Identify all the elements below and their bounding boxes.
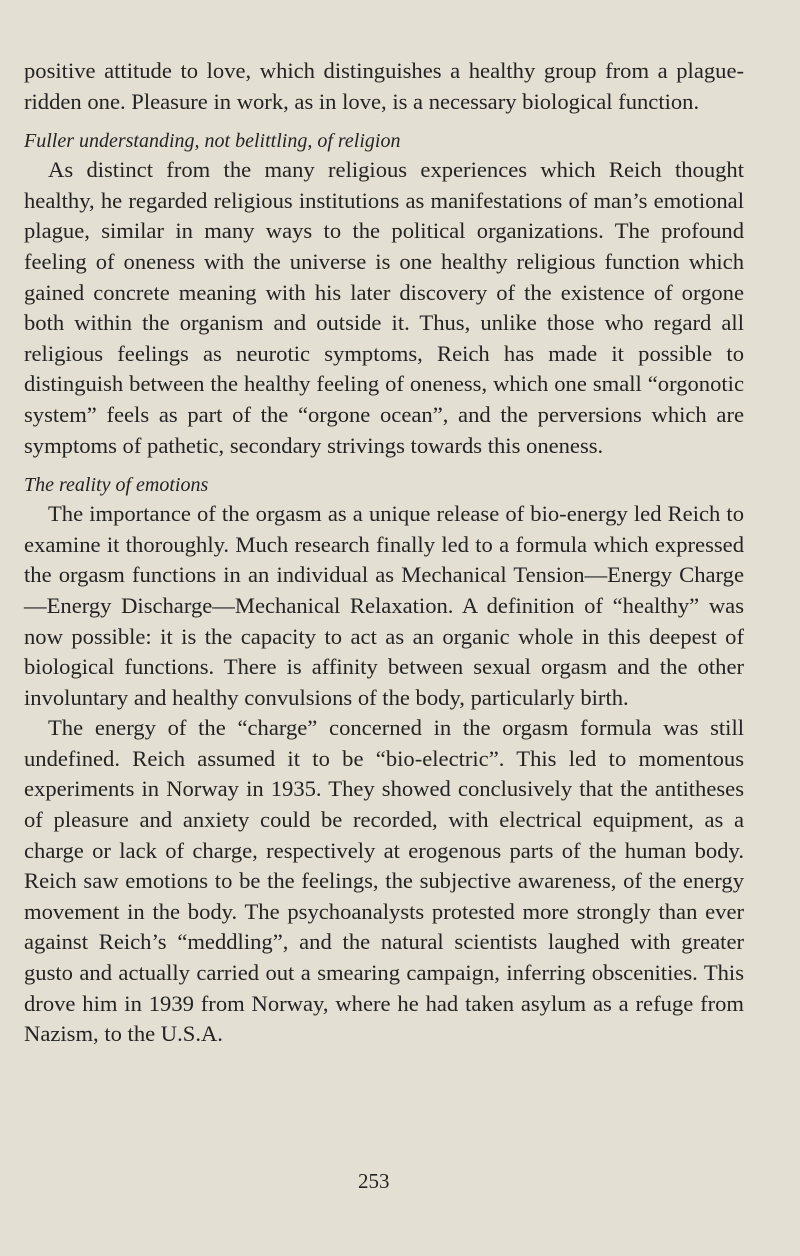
page-text	[24, 56, 744, 1050]
paragraph-continuation: positive attitude to love, which distinguishes a healthy group from a plague-ridden one. Pleasure in work, as in love, is a necessary biological function.	[24, 58, 744, 114]
page-number: 253	[358, 1169, 390, 1193]
paragraph-bio-electric: The energy of the “charge” concerned in the orgasm formula was still undefined. Reich assumed it to be “bio-electric”. This led to momentous experiments in Norway in 1935. They showed conclusively that the antitheses of pleasure and anxiety could be recorded, with electrical equipment, as a charge or lack of charge, respectively at erogenous parts of the human body. Reich saw emotions to be the feelings, the subjective awareness, of the energy movement in the body. The psychoanalysts protested more strongly than ever against Reich’s “meddling”, and the natural scientists laughed with greater gusto and actually carried out a smearing campaign, inferring obscenities. This drove him in 1939 from Norway, where he had taken asylum as a refuge from Nazism, to the U.S.A.	[24, 715, 744, 1047]
section-heading-religion: Fuller understanding, not belittling, of religion	[24, 130, 401, 153]
paragraph-religion: As distinct from the many religious experiences which Reich thought healthy, he regarded religious institutions as manifestations of man’s emotional plague, similar in many ways to the political organizations. The profound feeling of oneness with the universe is one healthy religious function which gained concrete meaning with his later discovery of the existence of orgone both within the organism and outside it. Thus, unlike those who regard all religious feelings as neurotic symptoms, Reich has made it possible to distinguish between the healthy feeling of oneness, which one small “orgonotic system” feels as part of the “orgone ocean”, and the perversions which are symptoms of pathetic, secondary strivings towards this oneness.	[24, 157, 744, 458]
paragraph-orgasm-formula: The importance of the orgasm as a unique release of bio-energy led Reich to examine it thoroughly. Much research finally led to a formula which expressed the orgasm functions in an individual as Mechanical Tension—Energy Charge—Energy Discharge—Mechanical Relaxation. A definition of “healthy” was now possible: it is the capacity to act as an organic whole in this deepest of biological functions. There is affinity between sexual orgasm and the other involuntary and healthy convulsions of the body, particularly birth.	[24, 501, 744, 710]
section-heading-emotions: The reality of emotions	[24, 474, 209, 497]
